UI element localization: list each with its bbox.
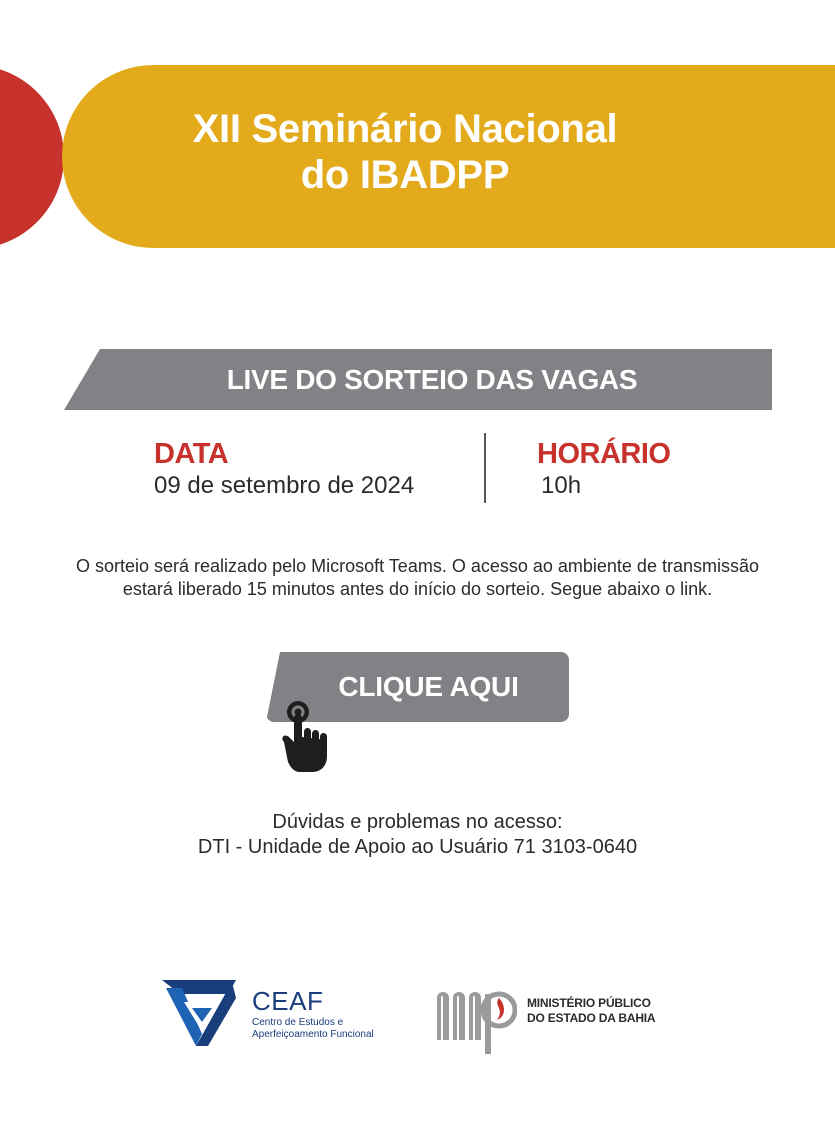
event-title-line1: XII Seminário Nacional bbox=[192, 107, 618, 151]
decorative-red-circle bbox=[0, 65, 64, 249]
mp-name-line1: MINISTÉRIO PÚBLICO bbox=[527, 996, 651, 1010]
ceaf-subtitle bbox=[252, 1017, 374, 1041]
description-line1: O sorteio será realizado pelo Microsoft Teams. O acesso ao ambiente de transmissão bbox=[76, 556, 759, 576]
live-banner-label: LIVE DO SORTEIO DAS VAGAS bbox=[226, 364, 638, 395]
description bbox=[0, 555, 835, 601]
mp-name bbox=[527, 996, 655, 1026]
mp-name-line2: DO ESTADO DA BAHIA bbox=[527, 1011, 656, 1025]
time-value: 10h bbox=[541, 472, 582, 499]
date-value: 09 de setembro de 2024 bbox=[154, 472, 415, 499]
click-here-label[interactable]: CLIQUE AQUI bbox=[338, 671, 519, 702]
pointing-hand-icon bbox=[278, 698, 336, 774]
mp-logo-icon bbox=[435, 986, 517, 1054]
contact-line2: DTI - Unidade de Apoio ao Usuário 71 3103-0640 bbox=[197, 836, 638, 858]
ceaf-subtitle-line1: Centro de Estudos e bbox=[252, 1017, 344, 1028]
time-label: HORÁRIO bbox=[537, 438, 671, 470]
ceaf-logo-icon bbox=[162, 978, 236, 1046]
description-line2: estará liberado 15 minutos antes do início do sorteio. Segue abaixo o link. bbox=[122, 579, 713, 599]
contact-line1: Dúvidas e problemas no acesso: bbox=[272, 811, 563, 833]
ceaf-subtitle-line2: Aperfeiçoamento Funcional bbox=[252, 1029, 374, 1040]
contact-info bbox=[0, 810, 835, 860]
event-title-line2: do IBADPP bbox=[300, 153, 510, 197]
event-title bbox=[62, 106, 748, 198]
schedule-divider bbox=[484, 433, 486, 503]
date-label: DATA bbox=[154, 438, 229, 470]
ceaf-title: CEAF bbox=[252, 986, 324, 1016]
